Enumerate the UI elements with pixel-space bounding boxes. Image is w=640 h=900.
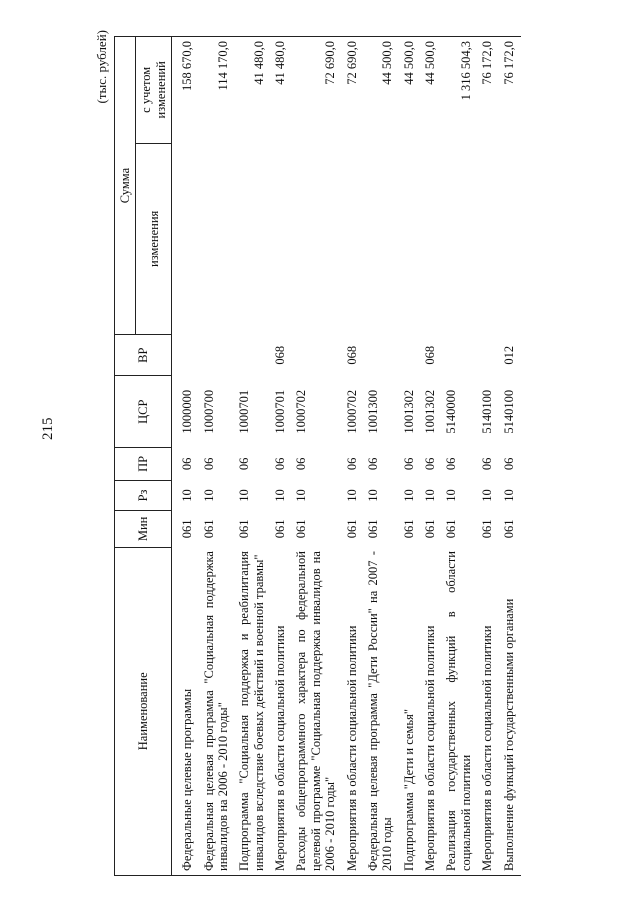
row-with-change: 76 172,0 bbox=[478, 37, 499, 144]
row-min: 061 bbox=[444, 519, 459, 539]
row-with-change: 72 690,0 bbox=[343, 37, 364, 144]
table-row bbox=[442, 37, 478, 876]
header-min: Мин bbox=[115, 511, 172, 547]
table-row bbox=[343, 37, 364, 876]
row-csr: 1001302 bbox=[401, 389, 416, 434]
table-row bbox=[172, 37, 200, 876]
header-name: Наименование bbox=[115, 547, 172, 875]
row-change bbox=[343, 143, 364, 334]
row-csr: 5140100 bbox=[480, 389, 495, 434]
row-change bbox=[364, 143, 400, 334]
row-rz: 10 bbox=[423, 489, 437, 502]
row-vr: 012 bbox=[501, 345, 516, 365]
row-vr bbox=[478, 335, 499, 376]
row-pr: 06 bbox=[237, 457, 252, 471]
row-min: 061 bbox=[480, 519, 495, 539]
row-vr bbox=[364, 335, 400, 376]
row-with-change: 44 500,0 bbox=[364, 37, 400, 144]
row-change bbox=[442, 143, 478, 334]
row-rz: 10 bbox=[401, 489, 416, 502]
row-csr: 1001302 bbox=[423, 389, 437, 434]
table-row bbox=[500, 37, 521, 876]
row-csr: 1001300 bbox=[365, 389, 380, 434]
budget-table-page bbox=[92, 24, 604, 876]
row-vr bbox=[172, 335, 200, 376]
table-row bbox=[421, 37, 442, 876]
row-csr: 1000702 bbox=[294, 389, 309, 434]
row-change bbox=[500, 143, 521, 334]
row-min: 061 bbox=[501, 519, 516, 539]
row-pr: 06 bbox=[423, 457, 437, 471]
budget-table bbox=[114, 36, 521, 876]
row-name: Федеральная целевая программа "Социальная поддержка инвалидов на 2006 - 2010 годы" bbox=[200, 547, 236, 875]
row-name: Мероприятия в области социальной политики bbox=[343, 547, 364, 875]
header-change: изменения bbox=[136, 143, 172, 334]
row-rz: 10 bbox=[344, 489, 359, 502]
units-label: (тыс. рублей) bbox=[94, 30, 109, 104]
row-pr: 06 bbox=[344, 457, 359, 471]
table-row bbox=[478, 37, 499, 876]
row-rz: 10 bbox=[294, 489, 309, 502]
row-vr bbox=[200, 335, 236, 376]
row-name: Подпрограмма "Социальная поддержка и реабилитация инвалидов вследствие боевых действий и военной травмы" bbox=[235, 547, 271, 875]
row-vr: 068 bbox=[344, 345, 359, 365]
row-pr: 06 bbox=[273, 457, 287, 471]
page-number: 215 bbox=[40, 417, 56, 440]
table-row bbox=[364, 37, 400, 876]
row-pr: 06 bbox=[444, 457, 459, 471]
row-rz: 10 bbox=[273, 489, 287, 502]
row-vr bbox=[235, 335, 271, 376]
row-rz: 10 bbox=[201, 489, 216, 502]
row-name: Реализация государственных функций в области социальной политики bbox=[442, 547, 478, 875]
row-name: Расходы общепрограммного характера по федеральной целевой программе "Социальная поддержка инвалидов на 2006 - 2010 годы" bbox=[292, 547, 342, 875]
row-csr: 5140000 bbox=[444, 389, 459, 434]
row-with-change: 41 480,0 bbox=[235, 37, 271, 144]
row-with-change: 44 500,0 bbox=[421, 37, 442, 144]
header-rz: Рз bbox=[115, 480, 172, 510]
table-row bbox=[235, 37, 271, 876]
row-pr: 06 bbox=[294, 457, 309, 471]
row-change bbox=[292, 143, 342, 334]
row-rz: 10 bbox=[365, 489, 380, 502]
row-change bbox=[421, 143, 442, 334]
row-pr: 06 bbox=[180, 457, 195, 471]
row-pr: 06 bbox=[480, 457, 495, 471]
header-vr: ВР bbox=[115, 335, 172, 376]
row-pr: 06 bbox=[401, 457, 416, 471]
row-name: Подпрограмма "Дети и семья" bbox=[400, 547, 421, 875]
row-min: 061 bbox=[180, 519, 195, 539]
row-with-change: 158 670,0 bbox=[172, 37, 200, 144]
row-change bbox=[172, 143, 200, 334]
row-vr bbox=[400, 335, 421, 376]
row-min: 061 bbox=[423, 519, 437, 539]
header-pr: ПР bbox=[115, 448, 172, 481]
row-min: 061 bbox=[294, 519, 309, 539]
row-with-change: 76 172,0 bbox=[500, 37, 521, 144]
row-rz: 10 bbox=[444, 489, 459, 502]
row-change bbox=[235, 143, 271, 334]
row-csr: 1000000 bbox=[180, 389, 195, 434]
row-csr: 1000701 bbox=[237, 389, 252, 434]
row-min: 061 bbox=[401, 519, 416, 539]
row-rz: 10 bbox=[180, 489, 195, 502]
row-name: Мероприятия в области социальной политики bbox=[271, 547, 292, 875]
row-pr: 06 bbox=[201, 457, 216, 471]
row-min: 061 bbox=[344, 519, 359, 539]
row-with-change: 1 316 504,3 bbox=[442, 37, 478, 144]
header-sum: Сумма bbox=[115, 37, 136, 335]
row-vr: 068 bbox=[273, 345, 287, 365]
row-with-change: 114 170,0 bbox=[200, 37, 236, 144]
row-min: 061 bbox=[237, 519, 252, 539]
row-vr bbox=[442, 335, 478, 376]
table-row bbox=[400, 37, 421, 876]
row-change bbox=[478, 143, 499, 334]
row-change bbox=[200, 143, 236, 334]
row-name: Выполнение функций государственными органами bbox=[500, 547, 521, 875]
row-name: Федеральная целевая программа "Дети России" на 2007 - 2010 годы bbox=[364, 547, 400, 875]
row-pr: 06 bbox=[365, 457, 380, 471]
row-rz: 10 bbox=[237, 489, 252, 502]
row-with-change: 72 690,0 bbox=[292, 37, 342, 144]
table-row bbox=[271, 37, 292, 876]
header-csr: ЦСР bbox=[115, 376, 172, 448]
row-min: 061 bbox=[273, 519, 287, 539]
row-csr: 5140100 bbox=[501, 389, 516, 434]
row-vr: 068 bbox=[423, 345, 437, 365]
header-with-change: с учетом изменений bbox=[136, 37, 172, 144]
row-name: Мероприятия в области социальной политики bbox=[421, 547, 442, 875]
row-rz: 10 bbox=[501, 489, 516, 502]
row-name: Мероприятия в области социальной политики bbox=[478, 547, 499, 875]
row-pr: 06 bbox=[501, 457, 516, 471]
row-vr bbox=[292, 335, 342, 376]
row-with-change: 41 480,0 bbox=[271, 37, 292, 144]
row-min: 061 bbox=[365, 519, 380, 539]
table-row bbox=[292, 37, 342, 876]
row-rz: 10 bbox=[480, 489, 495, 502]
row-csr: 1000700 bbox=[201, 389, 216, 434]
row-csr: 1000701 bbox=[273, 389, 287, 434]
row-with-change: 44 500,0 bbox=[400, 37, 421, 144]
row-min: 061 bbox=[201, 519, 216, 539]
row-csr: 1000702 bbox=[344, 389, 359, 434]
table-row bbox=[200, 37, 236, 876]
row-change bbox=[400, 143, 421, 334]
row-change bbox=[271, 143, 292, 334]
row-name: Федеральные целевые программы bbox=[172, 547, 200, 875]
